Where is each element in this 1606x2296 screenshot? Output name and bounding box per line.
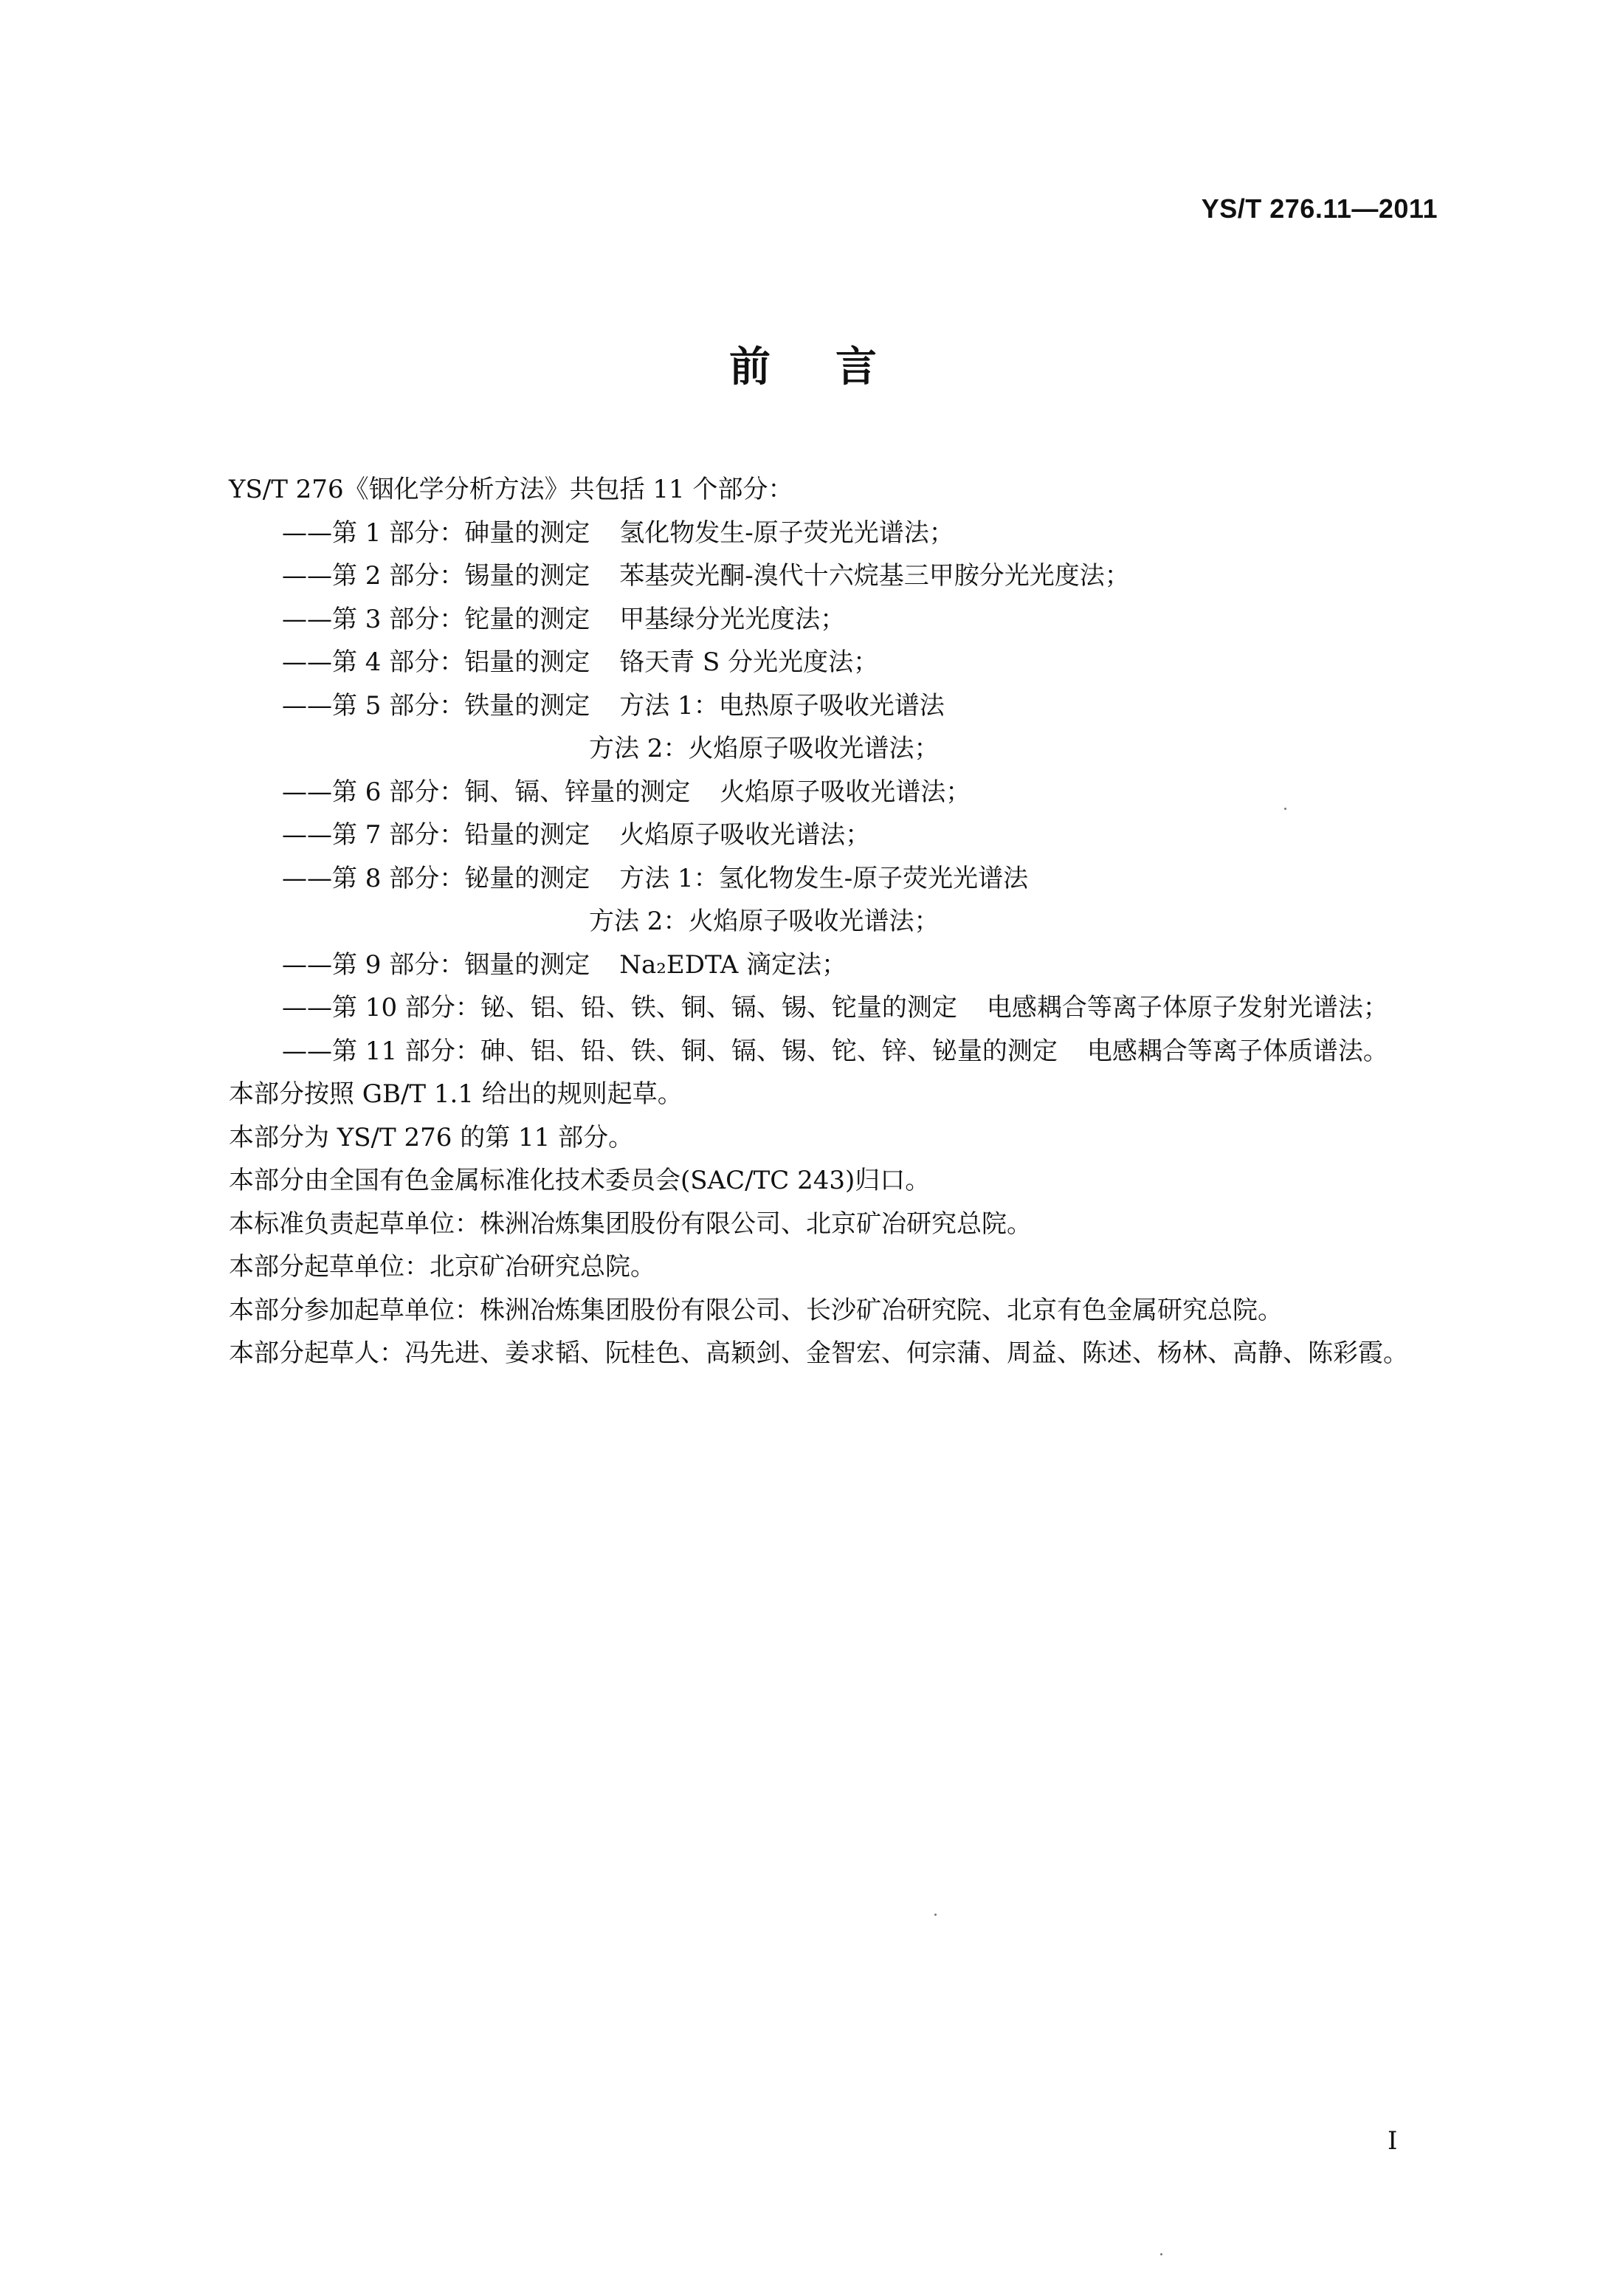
part-item [229,1030,1447,1073]
part-title: ——第 9 部分：铟量的测定 [282,949,590,980]
part-method-2: 方法 2：火焰原子吸收光谱法； [589,734,940,763]
part-item [229,857,1447,901]
part-title: ——第 1 部分：砷量的测定 [282,518,590,548]
foreword-body [229,468,1447,1375]
part-title: ——第 10 部分：铋、铝、铅、铁、铜、镉、锡、铊量的测定 [282,993,957,1022]
part-item [229,598,1447,642]
part-method: Na₂EDTA 滴定法； [619,949,847,980]
part-method: 甲基绿分光光度法； [619,604,846,634]
part-item [229,554,1447,598]
part-title: ——第 7 部分：铅量的测定 [282,820,590,850]
part-method: 方法 1：氢化物发生-原子荧光光谱法 [619,863,1029,893]
part-item [229,986,1447,1030]
part-method: 火焰原子吸收光谱法； [720,777,971,807]
page-number: I [1388,2126,1398,2156]
part-item [229,944,1447,987]
part-item [229,512,1447,555]
statement-responsible-units: 本标准负责起草单位：株洲冶炼集团股份有限公司、北京矿冶研究总院。 [229,1209,1032,1239]
part-title: ——第 8 部分：铋量的测定 [282,863,590,893]
scan-speck [1284,808,1286,810]
page-title [0,338,1606,397]
part-method: 电感耦合等离子体质谱法。 [1086,1036,1388,1066]
part-method: 电感耦合等离子体原子发射光谱法； [986,993,1388,1022]
part-title: ——第 3 部分：铊量的测定 [282,604,590,634]
part-method: 氢化物发生-原子荧光光谱法； [619,518,954,548]
part-method-2: 方法 2：火焰原子吸收光谱法； [589,907,940,936]
part-title: ——第 6 部分：铜、镉、锌量的测定 [282,777,691,807]
part-method: 铬天青 S 分光光度法； [619,647,879,677]
scan-speck [934,1914,937,1916]
statement-part-number: 本部分为 YS/T 276 的第 11 部分。 [229,1122,634,1152]
scan-speck [1160,2253,1162,2255]
part-item [229,684,1447,728]
part-item [229,771,1447,814]
statement-drafting-rules: 本部分按照 GB/T 1.1 给出的规则起草。 [229,1079,683,1109]
part-method-continuation [229,900,1447,944]
part-method: 苯基荧光酮-溴代十六烷基三甲胺分光光度法； [619,561,1130,591]
statement-participating-units: 本部分参加起草单位：株洲冶炼集团股份有限公司、长沙矿冶研究院、北京有色金属研究总院。 [229,1295,1283,1325]
part-method-continuation [229,727,1447,771]
part-item [229,641,1447,684]
part-title: ——第 2 部分：锡量的测定 [282,561,590,591]
part-method: 火焰原子吸收光谱法； [619,820,871,850]
statement-drafting-unit: 本部分起草单位：北京矿冶研究总院。 [229,1252,655,1282]
part-item [229,814,1447,857]
part-title: ——第 11 部分：砷、铝、铅、铁、铜、镉、锡、铊、锌、铋量的测定 [282,1036,1058,1066]
intro-line: YS/T 276《铟化学分析方法》共包括 11 个部分： [229,475,793,504]
statement-drafters: 本部分起草人：冯先进、姜求韬、阮桂色、高颖剑、金智宏、何宗蒲、周益、陈述、杨林、高静、陈彩霞。 [229,1338,1408,1368]
part-method: 方法 1：电热原子吸收光谱法 [619,690,945,721]
part-title: ——第 4 部分：铝量的测定 [282,647,590,677]
statement-committee: 本部分由全国有色金属标准化技术委员会(SAC/TC 243)归口。 [229,1166,931,1195]
part-title: ——第 5 部分：铁量的测定 [282,690,590,721]
standard-number: YS/T 276.11—2011 [1201,193,1438,224]
title-char-2: 言 [835,343,877,391]
title-char-1: 前 [729,343,771,391]
